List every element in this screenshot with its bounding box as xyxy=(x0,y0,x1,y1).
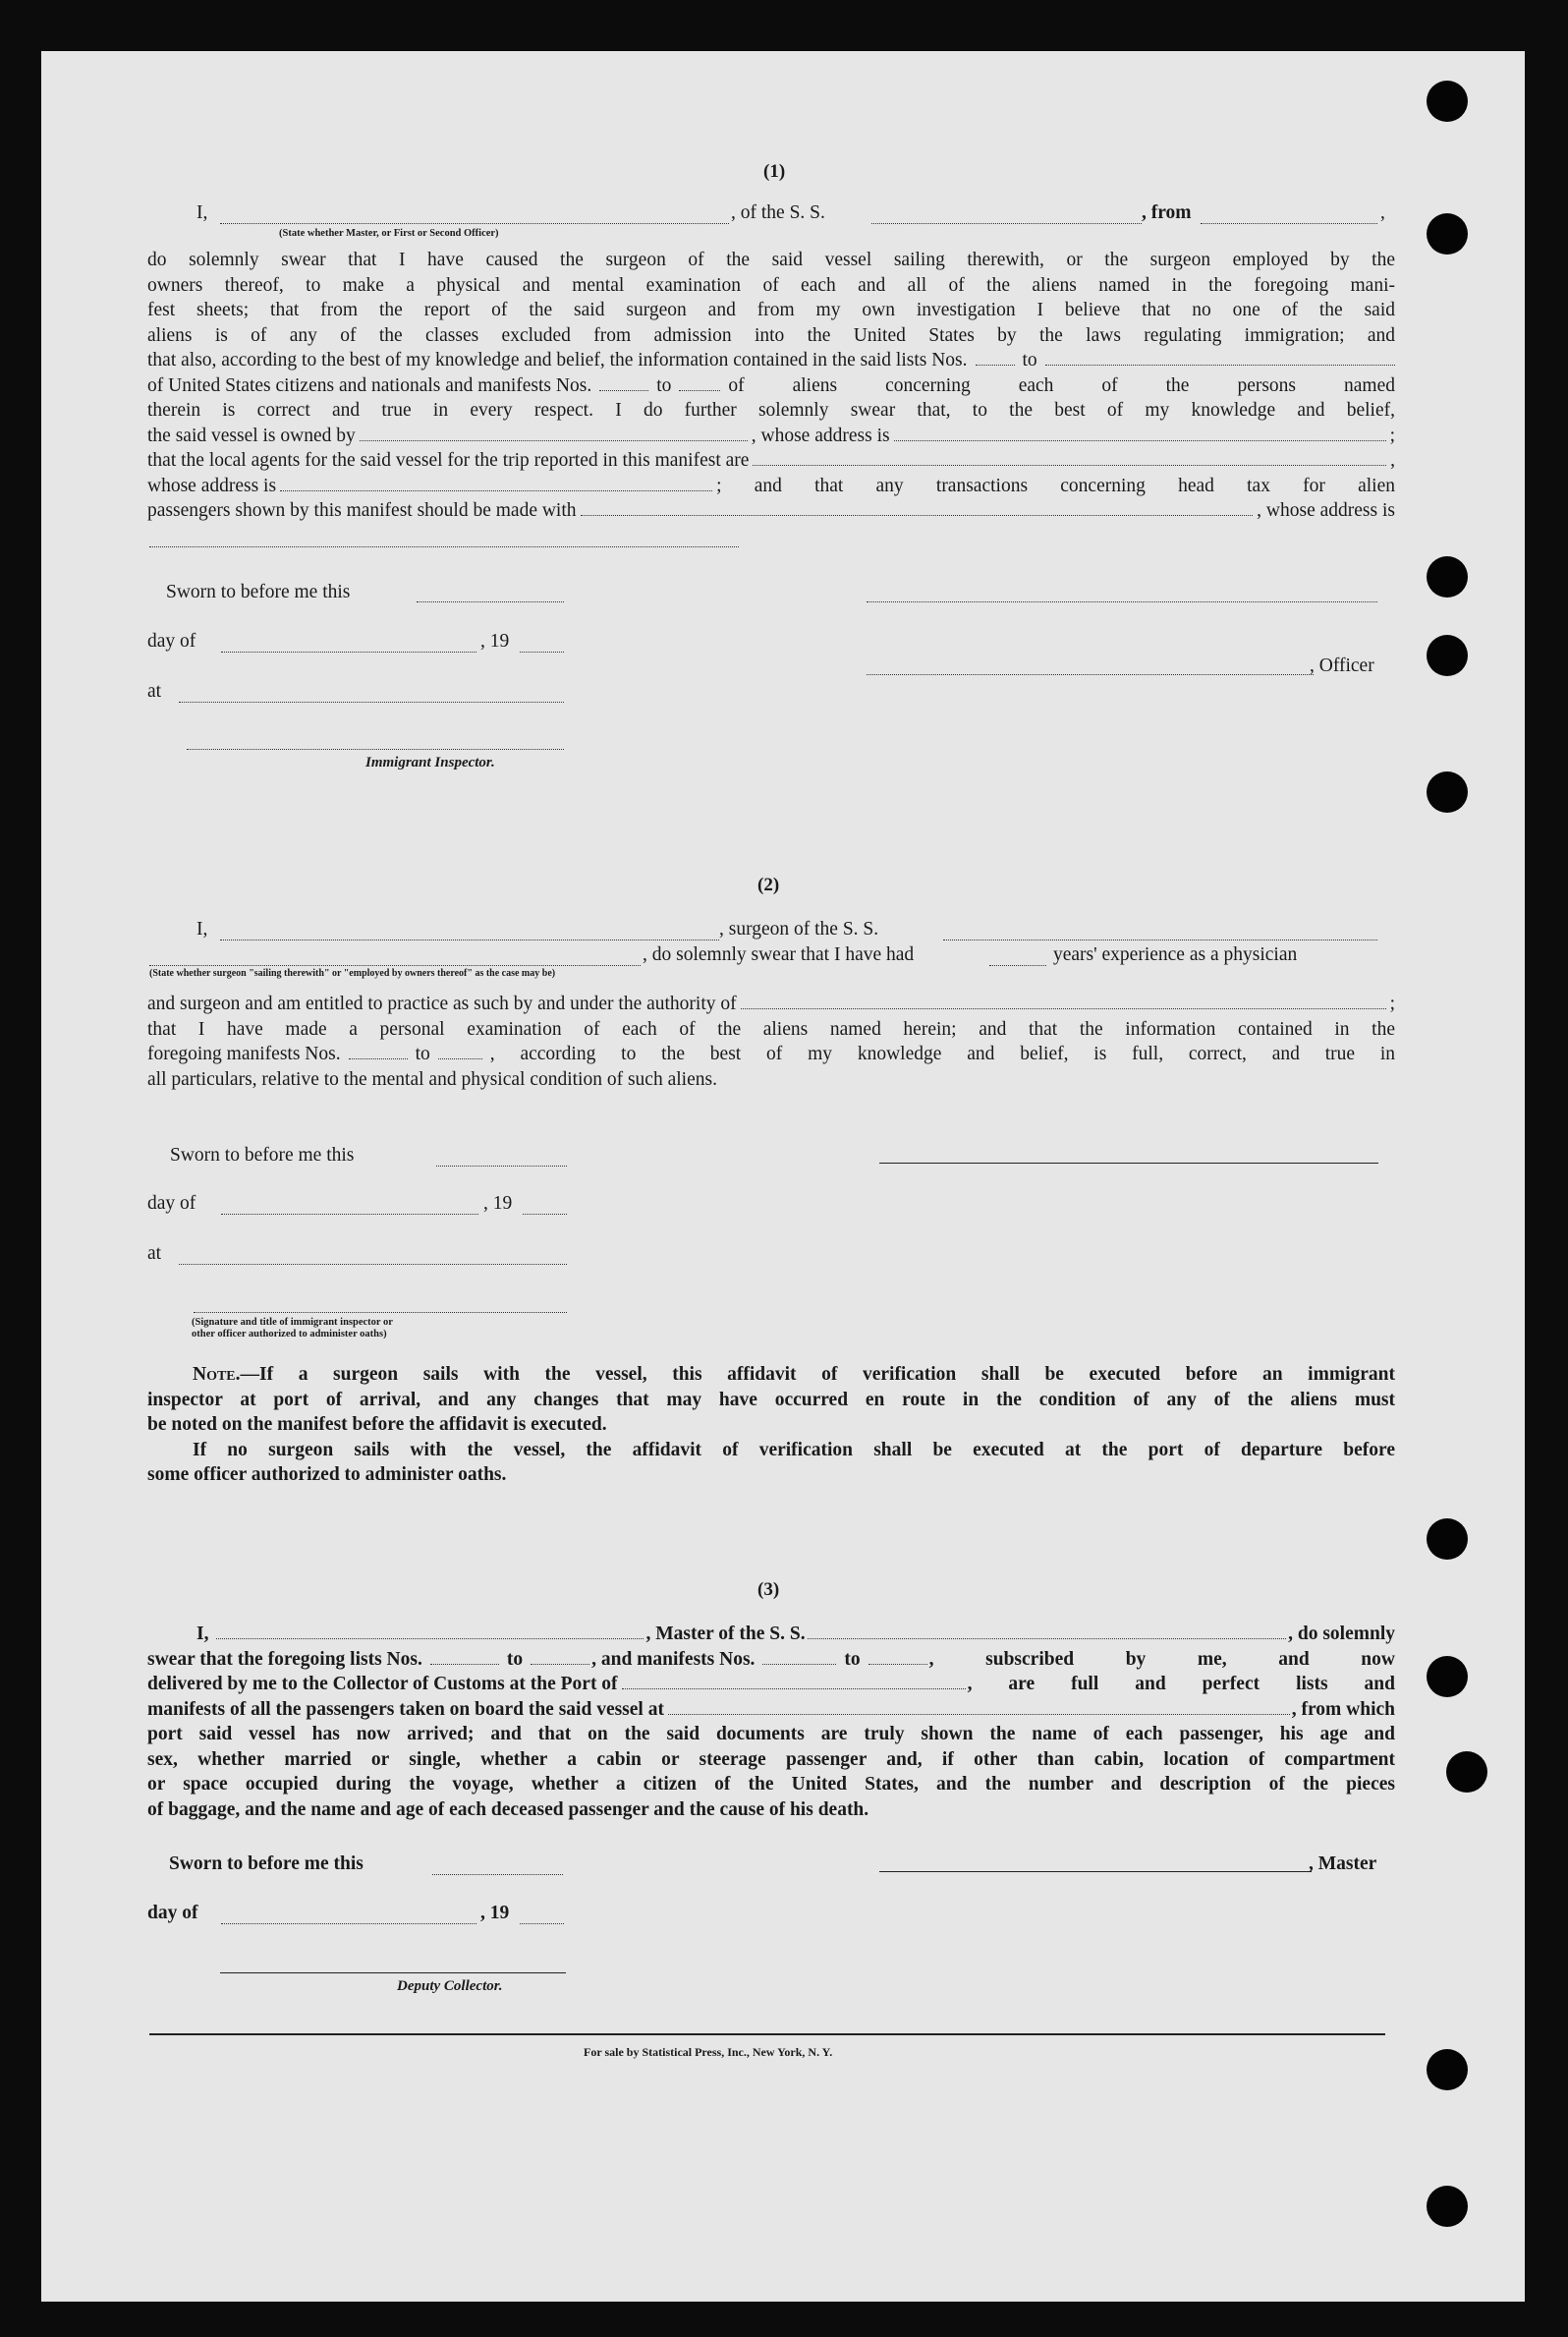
s1-passengers-text: passengers shown by this manifest should be made with xyxy=(147,500,577,521)
s1-agent-address-line xyxy=(280,489,712,491)
s3-year-line xyxy=(520,1923,564,1924)
note-line: be noted on the manifest before the affidavit is executed. xyxy=(147,1414,607,1435)
s2-to: to xyxy=(415,1044,430,1064)
punch-hole xyxy=(1427,81,1468,122)
s1-officer: , Officer xyxy=(1310,656,1374,676)
s1-semicolon: ; xyxy=(1389,425,1395,446)
note-label: Note. xyxy=(193,1364,241,1385)
s2-line-manifests xyxy=(147,1042,1395,1067)
section-2-number: (2) xyxy=(757,875,780,895)
punch-hole xyxy=(1427,1656,1468,1697)
note-line xyxy=(147,1362,1395,1388)
s1-agents-line xyxy=(753,464,1386,466)
s1-year: , 19 xyxy=(480,631,510,652)
s1-headtax-line xyxy=(581,514,1254,516)
s1-p-line-manifests xyxy=(147,373,1395,399)
s3-subscribed: , subscribed by me, and now xyxy=(928,1648,1395,1670)
s3-master-sign-line xyxy=(879,1871,1312,1872)
s1-inspector-caption: Immigrant Inspector. xyxy=(365,755,495,770)
s2-surgeon-of: , surgeon of the S. S. xyxy=(719,919,879,940)
s2-capacity-caption: (State whether surgeon "sailing therewith" or "employed by owners thereof" as the case may be) xyxy=(149,968,556,979)
s2-note xyxy=(147,1362,1395,1488)
s1-p-line-passengers xyxy=(147,498,1395,524)
s2-according: , according to the best of my knowledge and belief, is full, correct, and true in xyxy=(489,1044,1395,1064)
s1-officer-sign-line-2 xyxy=(867,674,1314,675)
s1-whose-address-end: , whose address is xyxy=(1257,500,1395,521)
s2-authority-line xyxy=(741,1007,1386,1009)
s2-sworn: Sworn to before me this xyxy=(170,1145,355,1166)
s1-manifests-from-line xyxy=(599,389,648,391)
s1-p-line-owned xyxy=(147,424,1395,449)
s3-full-lists: , are full and perfect lists and xyxy=(967,1674,1395,1694)
s1-comma: , xyxy=(1380,202,1385,223)
s3-to: to xyxy=(844,1648,861,1670)
manifest-back-page xyxy=(41,51,1525,2302)
s3-i: I, xyxy=(196,1624,209,1644)
s2-semicolon: ; xyxy=(1389,994,1395,1014)
s1-p-line: aliens is of any of the classes excluded from admission into the United States by the laws regulating immigration; and xyxy=(147,324,1395,346)
s2-authority-text: and surgeon and am entitled to practice as such by and under the authority of xyxy=(147,994,737,1014)
s2-i: I, xyxy=(196,919,208,940)
s3-lists-from-line xyxy=(430,1663,499,1665)
s2-manifests-text: foregoing manifests Nos. xyxy=(147,1044,341,1064)
s2-manifests-to-line xyxy=(438,1057,482,1059)
s3-day-line xyxy=(221,1923,476,1924)
s2-year: , 19 xyxy=(483,1193,513,1214)
s3-deputy-line xyxy=(220,1972,566,1973)
s2-manifests-from-line xyxy=(349,1057,408,1059)
s1-p-line-agents xyxy=(147,448,1395,474)
s3-master-of: , Master of the S. S. xyxy=(645,1624,806,1644)
s2-at: at xyxy=(147,1243,162,1264)
s2-paragraph xyxy=(147,992,1395,1092)
s3-delivered: delivered by me to the Collector of Customs at the Port of xyxy=(147,1674,618,1694)
s3-line-lists xyxy=(147,1647,1395,1673)
s3-and-manifests: , and manifests Nos. xyxy=(591,1648,756,1670)
s1-to: to xyxy=(1022,350,1037,370)
s1-sworn: Sworn to before me this xyxy=(166,582,351,602)
s2-at-line xyxy=(179,1264,567,1265)
s1-agents-text: that the local agents for the said vessel for the trip reported in this manifest are xyxy=(147,450,750,471)
footer-rule xyxy=(149,2033,1385,2035)
s1-year-line xyxy=(520,652,564,653)
s1-of-aliens: of aliens concerning each of the persons named xyxy=(728,374,1395,396)
s1-p-line: therein is correct and true in every respect. I do further solemnly swear that, to the best of my knowledge and belief, xyxy=(147,400,1395,421)
s3-deputy-caption: Deputy Collector. xyxy=(397,1978,503,1994)
note-line: If no surgeon sails with the vessel, the affidavit of verification shall be executed at the port of departure before xyxy=(193,1439,1395,1460)
note-line: inspector at port of arrival, and any changes that may have occurred en route in the condition of any of the aliens must xyxy=(147,1389,1395,1410)
s3-line-port: port said vessel has now arrived; and that on the said documents are truly shown the name of each passenger, his age and xyxy=(147,1724,1395,1744)
s1-inspector-line xyxy=(187,749,564,750)
s3-line-baggage: of baggage, and the name and age of each deceased passenger and the cause of his death. xyxy=(147,1798,869,1820)
s3-port-line xyxy=(622,1687,966,1689)
s1-day-line xyxy=(221,652,476,653)
s3-lists-to-line xyxy=(531,1663,589,1665)
s1-head-tax: ; and that any transactions concerning head tax for alien xyxy=(716,475,1395,496)
footer-printer: For sale by Statistical Press, Inc., New York, N. Y. xyxy=(584,2045,833,2059)
s2-swear: , do solemnly swear that I have had xyxy=(643,944,915,965)
s3-master: , Master xyxy=(1309,1853,1377,1874)
s2-signature-line xyxy=(879,1163,1378,1164)
s3-manifests-from-line xyxy=(762,1663,836,1665)
s1-ss-line xyxy=(871,223,1142,224)
punch-hole xyxy=(1446,1751,1487,1793)
s1-at-line xyxy=(179,702,564,703)
s1-officer-sign-line-1 xyxy=(867,601,1377,602)
s3-ss-line xyxy=(808,1637,1287,1639)
punch-hole xyxy=(1427,771,1468,813)
s2-sig-caption-2: other officer authorized to administer oaths) xyxy=(192,1329,387,1340)
s2-year-line xyxy=(523,1214,567,1215)
s3-day-of: day of xyxy=(147,1903,198,1923)
s1-owner-address-line xyxy=(894,439,1386,441)
note-line: some officer authorized to administer oaths. xyxy=(147,1464,507,1485)
s1-comma2: , xyxy=(1390,450,1395,471)
s2-day-of: day of xyxy=(147,1193,196,1214)
section-3-number: (3) xyxy=(757,1579,780,1600)
s2-capacity-line xyxy=(149,965,641,966)
s1-whose-address: , whose address is xyxy=(751,425,890,446)
punch-hole xyxy=(1427,213,1468,255)
note-text: —If a surgeon sails with the vessel, this affidavit of verification shall be executed before an immigrant xyxy=(240,1364,1395,1385)
s3-line-manifests-all xyxy=(147,1697,1395,1723)
s1-officer-caption: (State whether Master, or First or Second Officer) xyxy=(279,228,499,239)
s3-from-which: , from which xyxy=(1291,1698,1395,1720)
punch-hole xyxy=(1427,1518,1468,1560)
s1-p-line-lists xyxy=(147,348,1395,373)
s2-day-line xyxy=(221,1214,478,1215)
punch-hole xyxy=(1427,2186,1468,2227)
s1-at: at xyxy=(147,681,162,702)
s3-paragraph xyxy=(147,1622,1395,1822)
s3-taken-at-line xyxy=(668,1713,1290,1715)
s1-paragraph xyxy=(147,248,1395,524)
s1-i: I, xyxy=(196,202,208,223)
s1-p-line: do solemnly swear that I have caused the surgeon of the said vessel sailing therewith, or the surgeon employed by the xyxy=(147,250,1395,270)
s2-years-line xyxy=(989,965,1046,966)
s1-manifests-to-line xyxy=(679,389,720,391)
s1-p-line-agent-address xyxy=(147,474,1395,499)
s1-agent-address-text: whose address is xyxy=(147,475,277,496)
s3-to: to xyxy=(506,1648,524,1670)
s1-of-ss: , of the S. S. xyxy=(731,202,825,223)
s1-lists-text: that also, according to the best of my knowledge and belief, the information contained in the said lists Nos. xyxy=(147,350,968,370)
section-1-number: (1) xyxy=(763,161,786,182)
s2-line-particulars: all particulars, relative to the mental and physical condition of such aliens. xyxy=(147,1068,717,1090)
s3-name-line xyxy=(216,1637,644,1639)
s3-line-space: or space occupied during the voyage, whether a citizen of the United States, and the number and description of the pieces xyxy=(147,1774,1395,1795)
s3-swear-lists: swear that the foregoing lists Nos. xyxy=(147,1648,422,1670)
s3-sworn-line xyxy=(432,1874,563,1875)
s3-year: , 19 xyxy=(480,1903,510,1923)
punch-hole xyxy=(1427,556,1468,598)
s3-line-delivered xyxy=(147,1672,1395,1697)
s1-officer-line xyxy=(220,223,729,224)
s2-line-authority xyxy=(147,992,1395,1017)
s3-do-solemnly: , do solemnly xyxy=(1288,1624,1395,1644)
s1-owned-text: the said vessel is owned by xyxy=(147,425,356,446)
s1-day-of: day of xyxy=(147,631,196,652)
punch-hole xyxy=(1427,635,1468,676)
s3-line-master xyxy=(147,1622,1395,1647)
s3-manifests-to-line xyxy=(868,1663,927,1665)
s2-line-exam: that I have made a personal examination of each of the aliens named herein; and that the information contained in the xyxy=(147,1018,1395,1040)
s3-line-sex: sex, whether married or single, whether a cabin or steerage passenger and, if other than cabin, location of compartment xyxy=(147,1748,1395,1770)
s1-from-line xyxy=(1201,223,1377,224)
s1-to: to xyxy=(656,374,672,396)
s1-address-continuation-line xyxy=(149,546,739,547)
s1-p-line: owners thereof, to make a physical and mental examination of each and all of the aliens named in the foregoing mani- xyxy=(147,274,1395,296)
s1-lists-from-line xyxy=(976,364,1015,366)
s1-lists-to-line xyxy=(1045,364,1395,366)
s2-years: years' experience as a physician xyxy=(1053,944,1298,965)
punch-hole xyxy=(1427,2049,1468,2090)
s3-sworn: Sworn to before me this xyxy=(169,1853,364,1874)
s1-owner-line xyxy=(360,439,748,441)
s1-manifests-text: of United States citizens and nationals and manifests Nos. xyxy=(147,374,592,396)
s2-sig-caption-1: (Signature and title of immigrant inspector or xyxy=(192,1317,393,1328)
s1-from: , from xyxy=(1142,202,1192,223)
s1-sworn-line xyxy=(417,601,564,602)
s3-manifests-all: manifests of all the passengers taken on board the said vessel at xyxy=(147,1698,664,1720)
s1-p-line: fest sheets; that from the report of the said surgeon and from my own investigation I believe that no one of the said xyxy=(147,300,1395,320)
s2-inspector-line xyxy=(194,1312,567,1313)
s2-sworn-line xyxy=(436,1166,567,1167)
